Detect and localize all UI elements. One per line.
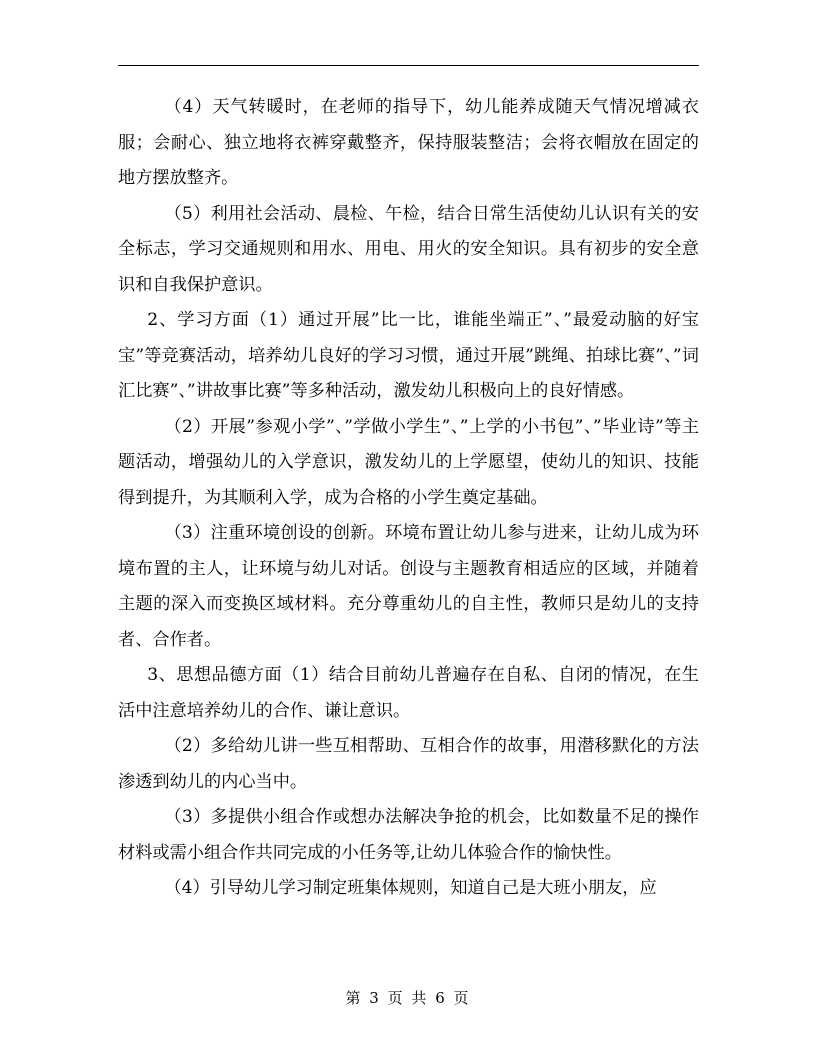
footer-current-page: 3 (369, 989, 381, 1007)
paragraph-safety: （5）利用社会活动、晨检、午检，结合日常生活使幼儿认识有关的安全标志，学习交通规则和用水、用电、用火的安全知识。具有初步的安全意识和自我保护意识。 (118, 203, 699, 295)
paragraph-clothing: （4）天气转暖时，在老师的指导下，幼儿能养成随天气情况增减衣服；会耐心、独立地将衣裤穿戴整齐，保持服装整洁；会将衣帽放在固定的地方摆放整齐。 (118, 97, 699, 188)
header-rule (118, 65, 699, 66)
document-body (118, 90, 699, 907)
paragraph-environment: （3）注重环境创设的创新。环境布置让幼儿参与进来，让幼儿成为环境布置的主人，让环境与幼儿对话。创设与主题教育相适应的区域，并随着主题的深入而变换区域材料。充分尊重幼儿的自主性，教师只是幼儿的支持者、合作者。 (118, 523, 699, 650)
footer-prefix: 第 (345, 989, 363, 1007)
footer-total-prefix: 共 (411, 989, 429, 1007)
paragraph-learning: 2、学习方面（1）通过开展”比一比，谁能坐端正”、”最爱动脑的好宝宝”等竞赛活动，培养幼儿良好的学习习惯，通过开展”跳绳、拍球比赛”、”词汇比赛”、”讲故事比赛”等多种活动，激发幼儿积极向上的良好情感。 (118, 310, 699, 401)
page-footer (0, 988, 816, 1008)
paragraph-rules: （4）引导幼儿学习制定班集体规则，知道自己是大班小朋友，应 (164, 878, 657, 898)
footer-total-pages: 6 (435, 989, 447, 1007)
paragraph-moral: 3、思想品德方面（1）结合目前幼儿普遍存在自私、自闭的情况，在生活中注意培养幼儿的合作、谦让意识。 (118, 665, 699, 721)
paragraph-school-readiness: （2）开展”参观小学”、”学做小学生”、”上学的小书包”、”毕业诗”等主题活动，增强幼儿的入学意识，激发幼儿的上学愿望，使幼儿的知识、技能得到提升，为其顺利入学，成为合格的小学生奠定基础。 (118, 416, 699, 508)
paragraph-stories: （2）多给幼儿讲一些互相帮助、互相合作的故事，用潜移默化的方法渗透到幼儿的内心当中。 (118, 736, 699, 792)
paragraph-cooperation: （3）多提供小组合作或想办法解决争抢的机会，比如数量不足的操作材料或需小组合作共同完成的小任务等,让幼儿体验合作的愉快性。 (118, 807, 699, 863)
footer-page-unit: 页 (387, 989, 405, 1007)
footer-total-unit: 页 (453, 989, 471, 1007)
